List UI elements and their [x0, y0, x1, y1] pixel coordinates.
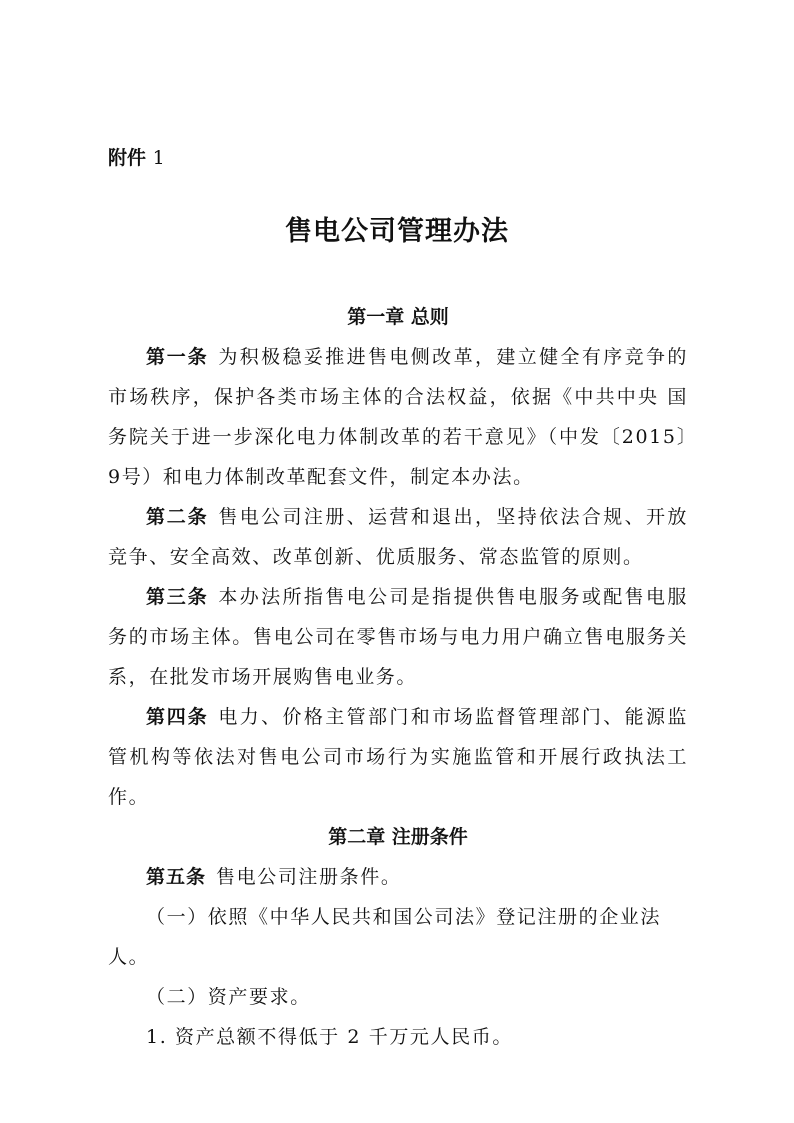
list-item: （二）资产要求。 [146, 986, 311, 1008]
article-3 [108, 577, 688, 697]
article-3-text: 本办法所指售电公司是指提供售电服务或配售电服务的市场主体。售电公司在零售市场与电力用户确立售电服务关系，在批发市场开展购售电业务。 [108, 586, 688, 688]
article-4-lead: 第四条 [146, 706, 209, 728]
article-3-lead: 第三条 [146, 586, 209, 608]
article-5-text: 售电公司注册条件。 [216, 866, 402, 888]
list-item: 1. 资产总额不得低于 2 千万元人民币。 [146, 1026, 513, 1048]
article-4 [108, 697, 688, 817]
attachment-number: 1 [152, 147, 165, 169]
article-5-lead: 第五条 [146, 866, 207, 888]
article-5 [108, 857, 688, 897]
document-title: 售电公司管理办法 [285, 216, 509, 247]
attachment-label [108, 146, 165, 170]
article-1 [108, 337, 688, 497]
article-2 [108, 497, 688, 577]
list-item: （一）依照《中华人民共和国公司法》登记注册的企业法人。 [108, 906, 662, 968]
article-1-lead: 第一条 [146, 346, 209, 368]
article-1-text: 为积极稳妥推进售电侧改革，建立健全有序竞争的市场秩序，保护各类市场主体的合法权益，依据《中共中央 国务院关于进一步深化电力体制改革的若干意见》（中发〔2015〕9号）和电力体制改革配套文件，制定本办法。 [108, 346, 688, 488]
attachment-label-text: 附件 [108, 147, 147, 169]
article-2-text: 售电公司注册、运营和退出，坚持依法合规、开放竞争、安全高效、改革创新、优质服务、常态监管的原则。 [108, 506, 688, 568]
chapter-1-heading: 第一章 总则 [347, 306, 449, 328]
document-body [108, 297, 688, 1057]
chapter-2-heading: 第二章 注册条件 [328, 826, 468, 848]
article-2-lead: 第二条 [146, 506, 209, 528]
article-4-text: 电力、价格主管部门和市场监督管理部门、能源监管机构等依法对售电公司市场行为实施监管和开展行政执法工作。 [108, 706, 688, 808]
